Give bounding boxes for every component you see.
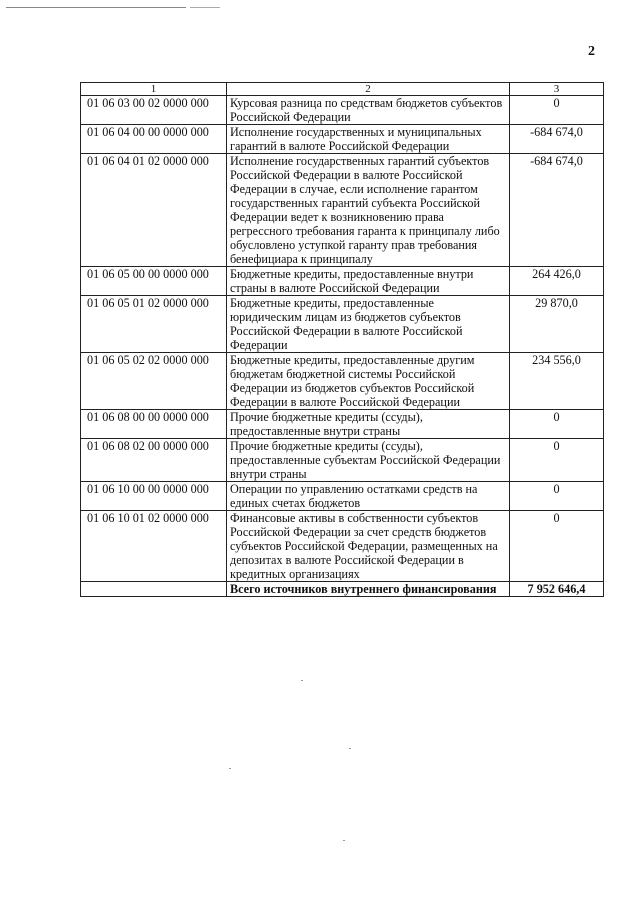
row-name: Прочие бюджетные кредиты (ссуды), предоставленные внутри страны	[227, 410, 510, 439]
table-row	[81, 154, 604, 267]
table-row	[81, 267, 604, 296]
row-name: Исполнение государственных и муниципальных гарантий в валюте Российской Федерации	[227, 125, 510, 154]
row-code: 01 06 08 00 00 0000 000	[81, 410, 227, 439]
row-value: -684 674,0	[510, 125, 604, 154]
row-code: 01 06 10 01 02 0000 000	[81, 511, 227, 582]
scan-top-line	[6, 7, 186, 8]
table-header-row	[81, 83, 604, 96]
row-name: Прочие бюджетные кредиты (ссуды), предоставленные субъектам Российской Федерации внутри страны	[227, 439, 510, 482]
row-code: 01 06 04 01 02 0000 000	[81, 154, 227, 267]
row-code: 01 06 05 00 00 0000 000	[81, 267, 227, 296]
row-name: Бюджетные кредиты, предоставленные внутри страны в валюте Российской Федерации	[227, 267, 510, 296]
row-value: 0	[510, 410, 604, 439]
row-value: -684 674,0	[510, 154, 604, 267]
row-name: Исполнение государственных гарантий субъектов Российской Федерации в валюте Российской Федерации в случае, если исполнение гарантом государственных гарантий субъекта Российской Федерации ведет к возникновению права регрессного требования гаранта к принципалу либо обусловлено уступкой гаранту прав требования бенефициара к принципалу	[227, 154, 510, 267]
row-value: 29 870,0	[510, 296, 604, 353]
page-number: 2	[588, 44, 595, 59]
total-name: Всего источников внутреннего финансирования	[227, 582, 510, 597]
row-name: Курсовая разница по средствам бюджетов субъектов Российской Федерации	[227, 96, 510, 125]
scan-speck	[349, 748, 351, 749]
row-value: 0	[510, 482, 604, 511]
row-value: 0	[510, 96, 604, 125]
row-name: Бюджетные кредиты, предоставленные юридическим лицам из бюджетов субъектов Российской Федерации в валюте Российской Федерации	[227, 296, 510, 353]
table-row	[81, 439, 604, 482]
column-header-name: 2	[227, 83, 510, 96]
scan-speck	[229, 768, 231, 769]
scan-top-line-fragment	[190, 7, 220, 8]
table-row	[81, 125, 604, 154]
total-value: 7 952 646,4	[510, 582, 604, 597]
row-name: Операции по управлению остатками средств на единых счетах бюджетов	[227, 482, 510, 511]
row-code: 01 06 04 00 00 0000 000	[81, 125, 227, 154]
row-code: 01 06 08 02 00 0000 000	[81, 439, 227, 482]
table-row	[81, 353, 604, 410]
table-row	[81, 511, 604, 582]
row-code: 01 06 05 02 02 0000 000	[81, 353, 227, 410]
table-row	[81, 296, 604, 353]
row-name: Бюджетные кредиты, предоставленные другим бюджетам бюджетной системы Российской Федерации из бюджетов субъектов Российской Федерации в валюте Российской Федерации	[227, 353, 510, 410]
column-header-code: 1	[81, 83, 227, 96]
row-value: 264 426,0	[510, 267, 604, 296]
total-code	[81, 582, 227, 597]
table-total-row	[81, 582, 604, 597]
row-value: 0	[510, 439, 604, 482]
row-name: Финансовые активы в собственности субъектов Российской Федерации за счет средств бюджетов субъектов Российской Федерации, размещенных на депозитах в валюте Российской Федерации в кредитных организациях	[227, 511, 510, 582]
row-value: 0	[510, 511, 604, 582]
financing-sources-table	[80, 82, 604, 597]
table-row	[81, 96, 604, 125]
row-code: 01 06 05 01 02 0000 000	[81, 296, 227, 353]
row-code: 01 06 03 00 02 0000 000	[81, 96, 227, 125]
column-header-value: 3	[510, 83, 604, 96]
table-row	[81, 410, 604, 439]
row-value: 234 556,0	[510, 353, 604, 410]
row-code: 01 06 10 00 00 0000 000	[81, 482, 227, 511]
scan-speck	[301, 680, 303, 681]
table-row	[81, 482, 604, 511]
scan-speck	[343, 840, 345, 841]
